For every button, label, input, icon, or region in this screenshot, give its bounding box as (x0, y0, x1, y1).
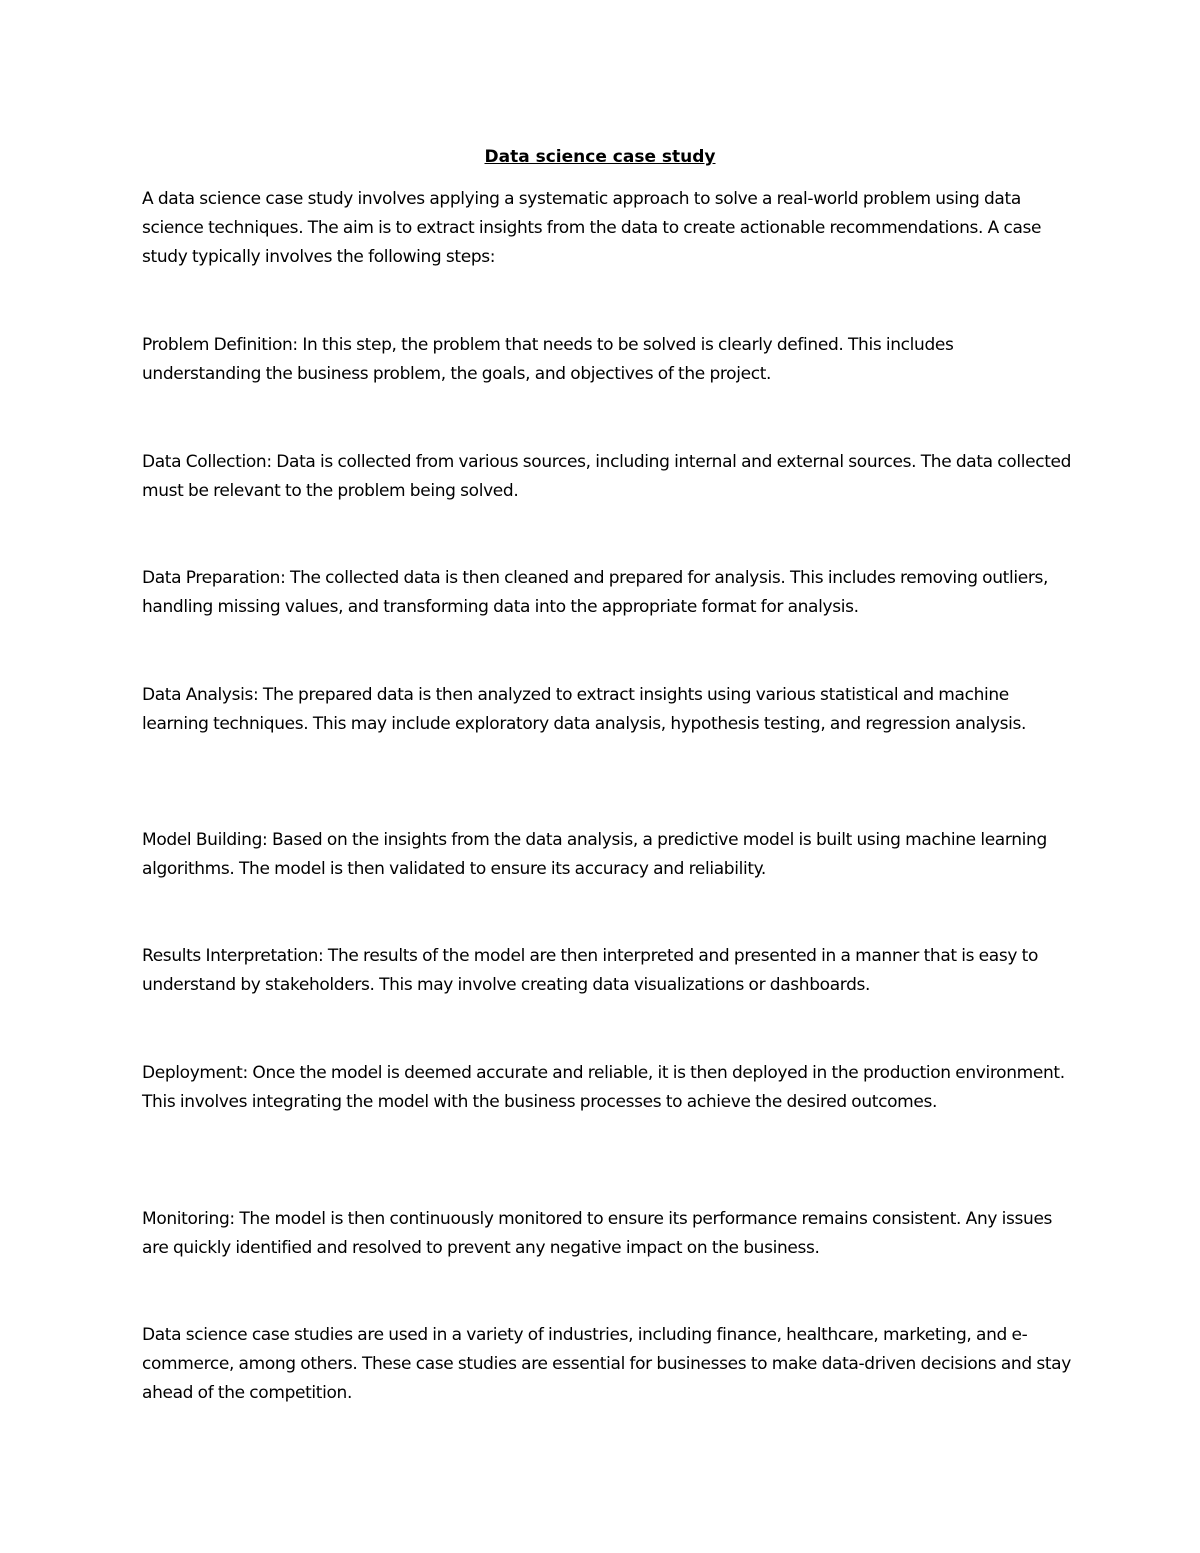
document-title: Data science case study (484, 147, 716, 167)
data-preparation-paragraph: Data Preparation: The collected data is then cleaned and prepared for analysis. This includes removing outliers, handling missing values, and transforming data into the appropriate format for analysis. (142, 568, 1049, 617)
data-analysis-paragraph: Data Analysis: The prepared data is then analyzed to extract insights using various statistical and machine learning techniques. This may include exploratory data analysis, hypothesis testing, and regression analysis. (142, 685, 1027, 734)
conclusion-paragraph: Data science case studies are used in a variety of industries, including finance, healthcare, marketing, and e-commerce, among others. These case studies are essential for businesses to make data-driven decisions and stay ahead of the competition. (142, 1325, 1071, 1403)
intro-paragraph: A data science case study involves applying a systematic approach to solve a real-world problem using data science techniques. The aim is to extract insights from the data to create actionable recommendations. A case study typically involves the following steps: (142, 189, 1042, 267)
model-building-paragraph: Model Building: Based on the insights from the data analysis, a predictive model is built using machine learning algorithms. The model is then validated to ensure its accuracy and reliability. (142, 830, 1047, 879)
data-collection-paragraph: Data Collection: Data is collected from various sources, including internal and external sources. The data collected must be relevant to the problem being solved. (142, 452, 1072, 501)
deployment-paragraph: Deployment: Once the model is deemed accurate and reliable, it is then deployed in the production environment. This involves integrating the model with the business processes to achieve the desired outcomes. (142, 1063, 1065, 1112)
results-interpretation-paragraph: Results Interpretation: The results of the model are then interpreted and presented in a manner that is easy to understand by stakeholders. This may involve creating data visualizations or dashboards. (142, 946, 1038, 995)
problem-definition-paragraph: Problem Definition: In this step, the problem that needs to be solved is clearly defined. This includes understanding the business problem, the goals, and objectives of the project. (142, 335, 954, 384)
monitoring-paragraph: Monitoring: The model is then continuously monitored to ensure its performance remains consistent. Any issues are quickly identified and resolved to prevent any negative impact on the business. (142, 1209, 1053, 1258)
